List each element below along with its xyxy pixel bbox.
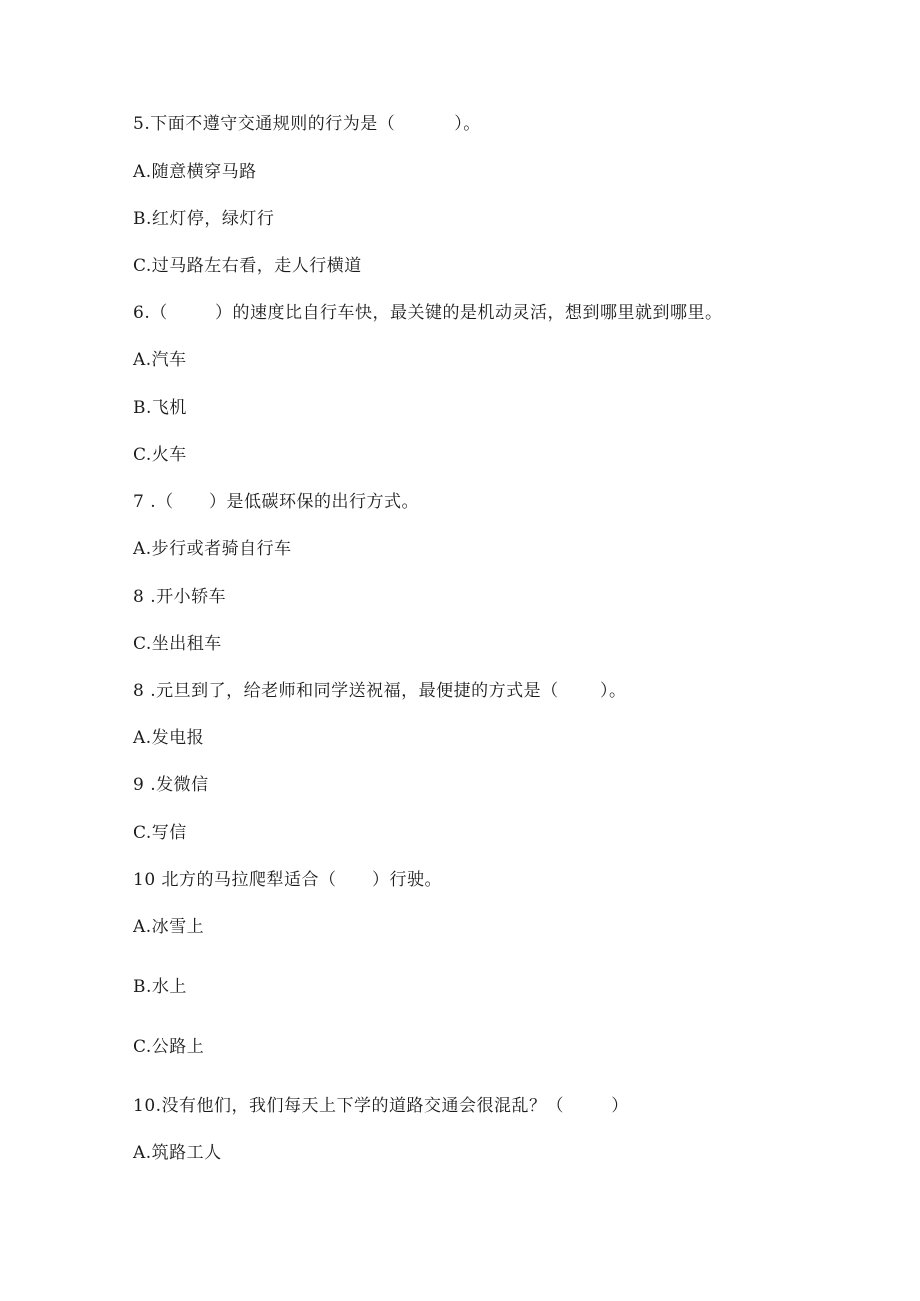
question-9-option-a: A.冰雪上 — [133, 917, 205, 937]
question-5-option-a: A.随意横穿马路 — [133, 162, 257, 182]
question-6-option-c: C.火车 — [133, 445, 187, 465]
question-8-option-c: C.写信 — [133, 823, 187, 843]
question-5-option-c: C.过马路左右看，走人行横道 — [133, 256, 362, 276]
question-5-text: 5.下面不遵守交通规则的行为是（ ）。 — [133, 114, 481, 134]
question-9-text: 10 北方的马拉爬犁适合（ ）行驶。 — [133, 870, 442, 890]
question-7-text: 7 .（ ）是低碳环保的出行方式。 — [133, 492, 420, 512]
question-9-option-b: B.水上 — [133, 977, 187, 997]
question-8-option-a: A.发电报 — [133, 728, 205, 748]
question-6-option-a: A.汽车 — [133, 350, 187, 370]
question-10-text: 10.没有他们，我们每天上下学的道路交通会很混乱？（ ） — [133, 1096, 629, 1116]
question-6-text: 6.（ ）的速度比自行车快，最关键的是机动灵活，想到哪里就到哪里。 — [133, 303, 723, 323]
question-8-option-b: 9 .发微信 — [133, 775, 209, 795]
question-5-option-b: B.红灯停，绿灯行 — [133, 209, 275, 229]
question-8-text: 8 .元旦到了，给老师和同学送祝福，最便捷的方式是（ ）。 — [133, 681, 627, 701]
question-7-option-a: A.步行或者骑自行车 — [133, 539, 292, 559]
question-7-option-c: C.坐出租车 — [133, 634, 222, 654]
question-7-option-b: 8 .开小轿车 — [133, 587, 227, 607]
question-6-option-b: B.飞机 — [133, 398, 187, 418]
question-10-option-a: A.筑路工人 — [133, 1143, 222, 1163]
question-9-option-c: C.公路上 — [133, 1037, 205, 1057]
